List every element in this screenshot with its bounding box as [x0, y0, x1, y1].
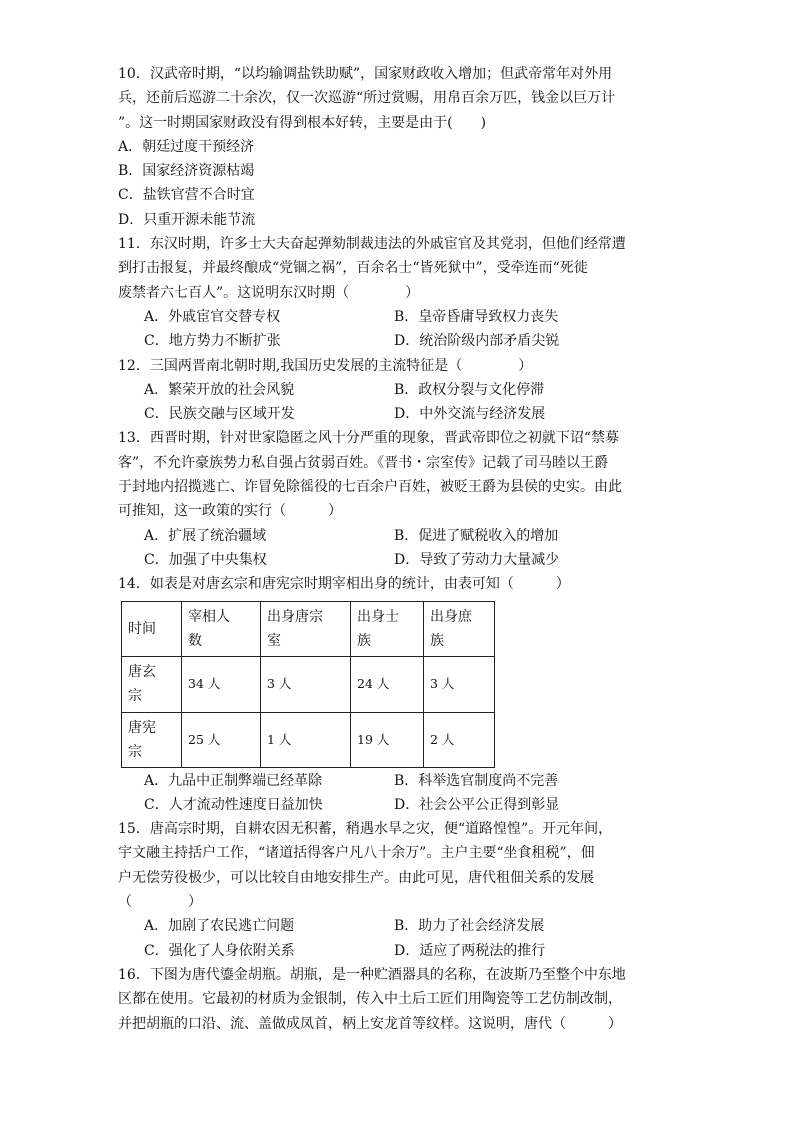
- question-11: [118, 232, 678, 353]
- exam-page: [118, 62, 678, 1036]
- table-cell: 34 人: [182, 656, 261, 712]
- table-era-text: 唐宪: [128, 719, 156, 736]
- table-era-text: 宗: [128, 743, 142, 760]
- question-13: [118, 426, 678, 572]
- question-14-options-row: [118, 769, 678, 793]
- question-11-stem-line: 11．东汉时期，许多士大夫奋起弹劾制裁违法的外戚宦官及其党羽，但他们经常遭: [118, 236, 626, 253]
- question-15-stem-line: 宇文融主持括户工作，“诸道括得客户凡八十余万”。主户主要“坐食租税”，佃: [118, 845, 595, 862]
- question-11-options-row: [118, 305, 678, 329]
- question-16-stem-line: 16．下图为唐代鎏金胡瓶。胡瓶，是一种贮酒器具的名称，在波斯乃至整个中东地: [118, 966, 626, 983]
- table-header-text: 出身唐宗: [267, 608, 323, 625]
- question-11-option-b: B．皇帝昏庸导致权力丧失: [394, 308, 559, 325]
- question-11-option-a: A．外戚宦官交替专权: [144, 308, 281, 325]
- question-11-option-c: C．地方势力不断扩张: [144, 333, 281, 350]
- question-12-option-c: C．民族交融与区域开发: [144, 406, 295, 423]
- table-header-text: 宰相人: [188, 608, 230, 625]
- question-15-option-c: C．强化了人身依附关系: [144, 942, 295, 959]
- table-era-text: 唐玄: [128, 664, 156, 681]
- question-10: [118, 62, 678, 232]
- question-13-option-a: A．扩展了统治疆域: [144, 527, 267, 544]
- question-15-stem-line: （ ）: [118, 894, 202, 911]
- question-13-stem-line: 可推知，这一政策的实行（ ）: [118, 503, 342, 520]
- table-header-text: 数: [188, 632, 202, 649]
- table-header-text: 出身庶: [430, 608, 472, 625]
- table-era-text: 宗: [128, 688, 142, 705]
- question-15-option-b: B．助力了社会经济发展: [394, 918, 545, 935]
- table-header-text: 出身士: [357, 608, 399, 625]
- question-14-options-row: [118, 793, 678, 817]
- question-15-options-row: [118, 939, 678, 963]
- table-header-text: 族: [357, 632, 371, 649]
- question-10-option-d: D．只重开源未能节流: [118, 211, 256, 228]
- question-10-stem-line: ”。这一时期国家财政没有得到根本好转，主要是由于( ): [118, 114, 487, 131]
- table-cell: 1 人: [261, 712, 351, 767]
- table-cell: 2 人: [424, 712, 495, 767]
- question-14-option-a: A．九品中正制弊端已经革除: [144, 772, 323, 789]
- question-14-option-b: B．科举选官制度尚不完善: [394, 772, 559, 789]
- table-era-cell: [122, 712, 182, 767]
- question-12: [118, 354, 678, 427]
- table-cell: 25 人: [182, 712, 261, 767]
- table-cell: 24 人: [351, 656, 424, 712]
- question-11-option-d: D．统治阶级内部矛盾尖锐: [394, 333, 560, 350]
- question-13-stem-line: 13．西晋时期，针对世家隐匿之风十分严重的现象，晋武帝即位之初就下诏“禁募: [118, 430, 619, 447]
- question-13-option-c: C．加强了中央集权: [144, 551, 267, 568]
- question-12-option-b: B．政权分裂与文化停滞: [394, 381, 545, 398]
- question-12-options-row: [118, 378, 678, 402]
- question-14-option-d: D．社会公平公正得到彰显: [394, 796, 560, 813]
- question-10-stem-line: 10．汉武帝时期，“以均输调盐铁助赋”，国家财政收入增加；但武帝常年对外用: [118, 66, 613, 82]
- table-row: [122, 656, 495, 712]
- table-header-cell: [261, 601, 351, 656]
- question-11-options-row: [118, 329, 678, 353]
- question-13-options-row: [118, 524, 678, 548]
- question-15-option-a: A．加剧了农民逃亡问题: [144, 918, 295, 935]
- table-era-cell: [122, 656, 182, 712]
- question-14: [118, 572, 678, 817]
- question-10-option-b: B．国家经济资源枯竭: [118, 163, 255, 180]
- table-cell: 19 人: [351, 712, 424, 767]
- question-10-option-a: A．朝廷过度干预经济: [118, 138, 255, 155]
- question-12-option-d: D．中外交流与经济发展: [394, 406, 546, 423]
- question-10-option-c: C．盐铁官营不合时宜: [118, 187, 255, 204]
- table-header-cell: [351, 601, 424, 656]
- table-header-cell: [122, 601, 182, 656]
- question-16: [118, 963, 678, 1036]
- table-row: [122, 712, 495, 767]
- table-header-text: 时间: [128, 620, 156, 637]
- question-13-stem-line: 于封地内招揽逃亡、诈冒免除徭役的七百余户百姓，被贬王爵为县侯的史实。由此: [118, 479, 622, 496]
- question-12-options-row: [118, 402, 678, 426]
- question-16-stem-line: 区都在使用。它最初的材质为金银制，传入中土后工匠们用陶瓷等工艺仿制改制，: [118, 991, 622, 1008]
- question-13-stem-line: 客”，不允许豪族势力私自强占贫弱百姓。《晋书・宗室传》记载了司马睦以王爵: [118, 454, 609, 471]
- question-15-stem-line: 户无偿劳役极少，可以比较自由地安排生产。由此可见，唐代租佃关系的发展: [118, 869, 594, 886]
- table-header-text: 族: [430, 632, 444, 649]
- question-13-options-row: [118, 548, 678, 572]
- table-cell: 3 人: [261, 656, 351, 712]
- question-11-stem-line: 到打击报复，并最终酿成“党锢之祸”，百余名士“皆死狱中”，受牵连而“死徙: [118, 260, 588, 277]
- table-header-row: [122, 601, 495, 656]
- table-header-text: 室: [267, 632, 281, 649]
- question-13-option-d: D．导致了劳动力大量减少: [394, 551, 560, 568]
- question-15-options-row: [118, 914, 678, 938]
- table-header-cell: [182, 601, 261, 656]
- question-12-stem-line: 12．三国两晋南北朝时期,我国历史发展的主流特征是（ ）: [118, 357, 533, 374]
- question-14-option-c: C．人才流动性速度日益加快: [144, 796, 323, 813]
- table-header-cell: [424, 601, 495, 656]
- question-14-stem-line: 14．如表是对唐玄宗和唐宪宗时期宰相出身的统计，由表可知（ ）: [118, 576, 570, 593]
- question-13-option-b: B．促进了赋税收入的增加: [394, 527, 559, 544]
- question-10-stem-line: 兵，还前后巡游二十余次，仅一次巡游“所过赏赐，用帛百余万匹，钱金以巨万计: [118, 90, 616, 107]
- question-11-stem-line: 废禁者六七百人”。这说明东汉时期（ ）: [118, 284, 420, 301]
- question-16-stem-line: 并把胡瓶的口沿、流、盖做成凤首，柄上安龙首等纹样。这说明，唐代（ ）: [118, 1015, 622, 1032]
- question-15-stem-line: 15．唐高宗时期，自耕农因无积蓄，稍遇水旱之灾，便“道路惶惶”。开元年间，: [118, 821, 613, 838]
- prime-minister-origin-table: [121, 601, 495, 768]
- table-cell: 3 人: [424, 656, 495, 712]
- question-15-option-d: D．适应了两税法的推行: [394, 942, 546, 959]
- question-12-option-a: A．繁荣开放的社会风貌: [144, 381, 295, 398]
- question-15: [118, 817, 678, 963]
